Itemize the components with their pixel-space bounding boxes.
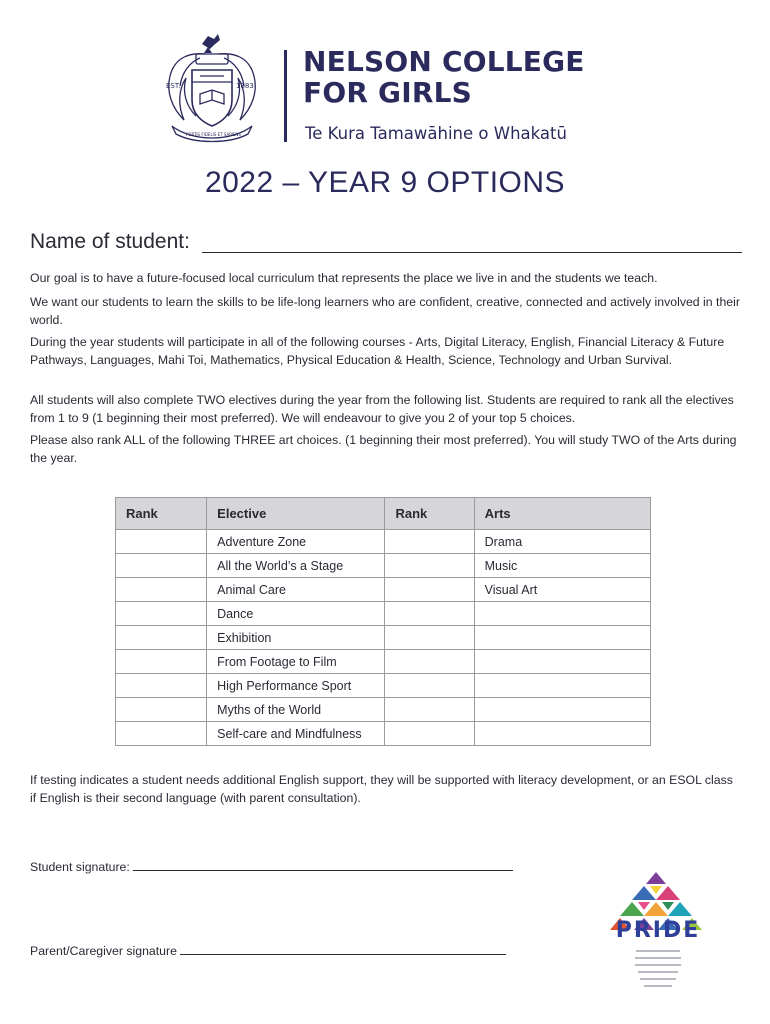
college-name <box>303 46 663 108</box>
elective-name: From Footage to Film <box>207 650 385 674</box>
skills-paragraph: We want our students to learn the skills to be life-long learners who are confident, creative, connected and actively involved in their world. <box>30 295 740 327</box>
elective-rank-cell[interactable] <box>116 698 207 722</box>
elective-name: Myths of the World <box>207 698 385 722</box>
header-arts: Arts <box>474 498 650 530</box>
arts-empty-rank-cell <box>385 698 474 722</box>
arts-empty-rank-cell <box>385 722 474 746</box>
arts-empty-rank-cell <box>385 674 474 698</box>
elective-rank-cell[interactable] <box>116 578 207 602</box>
college-name-line2: FOR GIRLS <box>303 76 473 109</box>
crest-est-text: EST. <box>166 82 181 90</box>
college-name-maori: Te Kura Tamawāhine o Whakatū <box>305 124 567 143</box>
table-row <box>116 626 651 650</box>
elective-name: Exhibition <box>207 626 385 650</box>
header-rank-elective: Rank <box>116 498 207 530</box>
english-support-paragraph: If testing indicates a student needs additional English support, they will be supported with literacy development, or an ESOL class if English is their second language (with parent consultation). <box>30 773 733 805</box>
arts-name: Visual Art <box>474 578 650 602</box>
student-signature-label: Student signature: <box>30 860 130 874</box>
arts-name: Music <box>474 554 650 578</box>
elective-rank-cell[interactable] <box>116 626 207 650</box>
college-crest-logo <box>156 30 268 146</box>
elective-name: High Performance Sport <box>207 674 385 698</box>
elective-name: Animal Care <box>207 578 385 602</box>
elective-name: Dance <box>207 602 385 626</box>
electives-paragraph: All students will also complete TWO electives during the year from the following list. Students are required to rank all the electives from 1 to 9 (1 beginning their most preferred). We will endeavour to give you 2 of your top 5 choices. <box>30 393 734 425</box>
arts-empty-rank-cell <box>385 602 474 626</box>
pride-logo-tagline <box>628 950 688 992</box>
header-elective: Elective <box>207 498 385 530</box>
student-signature-field[interactable] <box>133 869 513 871</box>
arts-empty-cell <box>474 722 650 746</box>
arts-empty-rank-cell <box>385 626 474 650</box>
arts-empty-rank-cell <box>385 650 474 674</box>
table-row <box>116 722 651 746</box>
arts-empty-cell <box>474 650 650 674</box>
pride-logo-text: PRIDE <box>615 918 701 943</box>
parent-signature-row <box>30 944 506 958</box>
elective-name: All the World’s a Stage <box>207 554 385 578</box>
page-title: 2022 – YEAR 9 OPTIONS <box>204 166 566 199</box>
arts-empty-cell <box>474 626 650 650</box>
arts-empty-cell <box>474 674 650 698</box>
arts-empty-cell <box>474 602 650 626</box>
elective-name: Adventure Zone <box>207 530 385 554</box>
college-name-line1: NELSON COLLEGE <box>303 45 585 78</box>
elective-rank-cell[interactable] <box>116 554 207 578</box>
arts-rank-cell[interactable] <box>385 554 474 578</box>
student-name-label: Name of student: <box>30 230 190 253</box>
header-rank-arts: Rank <box>385 498 474 530</box>
elective-rank-cell[interactable] <box>116 674 207 698</box>
header-divider <box>284 50 287 142</box>
table-row <box>116 602 651 626</box>
table-row <box>116 554 651 578</box>
student-signature-row <box>30 860 513 874</box>
arts-rank-cell[interactable] <box>385 530 474 554</box>
arts-paragraph: Please also rank ALL of the following THREE art choices. (1 beginning their most preferred). You will study TWO of the Arts during the year. <box>30 433 737 465</box>
arts-rank-cell[interactable] <box>385 578 474 602</box>
table-row <box>116 578 651 602</box>
student-name-field[interactable] <box>202 252 742 253</box>
elective-rank-cell[interactable] <box>116 530 207 554</box>
elective-name: Self-care and Mindfulness <box>207 722 385 746</box>
table-header-row <box>116 498 651 530</box>
parent-signature-field[interactable] <box>180 953 506 955</box>
parent-signature-label: Parent/Caregiver signature <box>30 944 177 958</box>
crest-motto-text: FORTIS FIDELIS ET SAPIENS <box>186 132 241 137</box>
options-table <box>115 497 651 746</box>
crest-year-text: 1883 <box>236 82 254 90</box>
courses-paragraph: During the year students will participate in all of the following courses - Arts, Digital Literacy, English, Financial Literacy & Future Pathways, Languages, Mahi Toi, Mathematics, Physical Education & Health, Science, Technology and Urban Survival. <box>30 335 725 367</box>
elective-rank-cell[interactable] <box>116 650 207 674</box>
table-row <box>116 698 651 722</box>
table-row <box>116 530 651 554</box>
table-row <box>116 650 651 674</box>
goal-paragraph: Our goal is to have a future-focused local curriculum that represents the place we live in and the students we teach. <box>30 271 658 285</box>
arts-empty-cell <box>474 698 650 722</box>
table-row <box>116 674 651 698</box>
student-name-row <box>30 230 742 258</box>
elective-rank-cell[interactable] <box>116 602 207 626</box>
arts-name: Drama <box>474 530 650 554</box>
elective-rank-cell[interactable] <box>116 722 207 746</box>
